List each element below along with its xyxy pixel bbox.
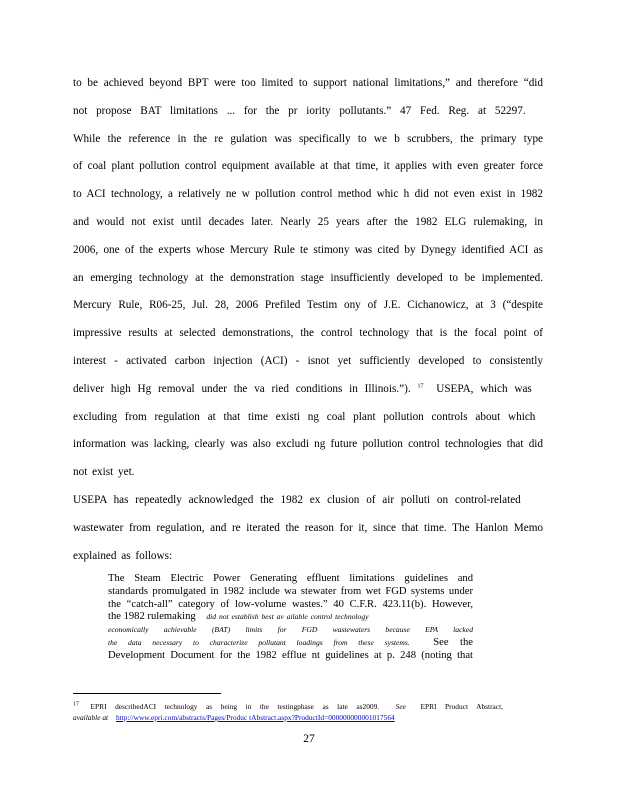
page-number: 27: [303, 733, 315, 745]
quote-line-mixed: [108, 637, 473, 650]
quote-line-mixed: [108, 611, 473, 624]
body-line: Mercury Rule, R06-25, Jul. 28, 2006 Prefiled Testim ony of J.E. Cichanowicz, at 3 (“despite: [73, 299, 543, 312]
quote-line-text: the 1982 rulemaking: [108, 611, 196, 623]
footnote-link[interactable]: http://www.epri.com/abstracts/Pages/Produc tAbstract.aspx?ProductId=000000000001017564: [115, 713, 395, 722]
quote-line-small-text: the data necessary to characterize pollutant loadings from these systems.: [108, 637, 410, 647]
body-line: impressive results at selected demonstrations, the control technology that is the focal point of: [73, 327, 543, 340]
footnote-text: EPRI describedACI technology as being in the testingphase as late as2009.: [90, 702, 380, 711]
body-line: and would not exist until decades later. Nearly 25 years after the 1982 ELG rulemaking, in: [73, 215, 543, 228]
quote-line-small: economically achievable (BAT) limits for FGD wastewaters because EPA lacked: [108, 625, 473, 635]
footnote-line: [73, 701, 503, 712]
body-line: not exist yet.: [73, 466, 135, 479]
quote-line-small-text: did not establish best av ailable control technology: [206, 612, 369, 622]
quote-line: The Steam Electric Power Generating effluent limitations guidelines and: [108, 573, 473, 584]
body-line: While the reference in the re gulation was specifically to we b scrubbers, the primary type: [73, 132, 543, 145]
body-line: information was lacking, clearly was also excludi ng future pollution control technologies that did: [73, 438, 543, 451]
body-line-tail: USEPA, which was: [436, 382, 532, 395]
body-text: [73, 70, 543, 570]
body-line: 2006, one of the experts whose Mercury Rule te stimony was cited by Dynegy identified ACI as: [73, 243, 543, 256]
footnote-see: See: [395, 702, 406, 711]
quote-line: Development Document for the 1982 efflue nt guidelines at p. 248 (noting that: [108, 649, 473, 661]
footnote-line: [73, 712, 503, 723]
body-line: USEPA has repeatedly acknowledged the 1982 ex clusion of air polluti on control-related: [73, 493, 521, 506]
footnote-reference[interactable]: 17: [417, 383, 424, 390]
body-line: explained as follows:: [73, 549, 173, 562]
footnote-available: available at: [73, 713, 109, 722]
body-line: wastewater from regulation, and re iterated the reason for it, since that time. The Hanlon Memo: [73, 521, 543, 534]
quote-line: standards promulgated in 1982 include wa stewater from wet FGD systems under: [108, 585, 473, 597]
footnote-number: 17: [73, 701, 79, 708]
body-line: an emerging technology at the demonstration stage insufficiently developed to be implemented.: [73, 271, 543, 284]
footnote-text-tail: EPRI Product Abstract,: [420, 702, 503, 711]
body-line: not propose BAT limitations ... for the pr iority pollutants.” 47 Fed. Reg. at 52297.: [73, 104, 526, 117]
body-line: to ACI technology, a relatively ne w pollution control method whic h did not even exist in 1982: [73, 188, 543, 201]
body-line: of coal plant pollution control equipment available at that time, it applies with even greater force: [73, 160, 543, 173]
quote-line-tail: See the: [433, 636, 473, 648]
body-line: interest - activated carbon injection (ACI) - isnot yet sufficiently developed to consistently: [73, 354, 543, 367]
body-line: excluding from regulation at that time existi ng coal plant pollution controls about which: [73, 410, 536, 423]
body-line-with-footnote: [73, 376, 543, 404]
footnote-separator: [73, 693, 221, 694]
footnote: [73, 701, 503, 723]
quote-line: the “catch-all” category of low-volume wastes.” 40 C.F.R. 423.11(b). However,: [108, 598, 473, 610]
body-line-text: deliver high Hg removal under the va ried conditions in Illinois.”).: [73, 382, 411, 395]
body-line: to be achieved beyond BPT were too limited to support national limitations,” and therefore “did: [73, 77, 543, 89]
block-quote: [108, 573, 473, 663]
